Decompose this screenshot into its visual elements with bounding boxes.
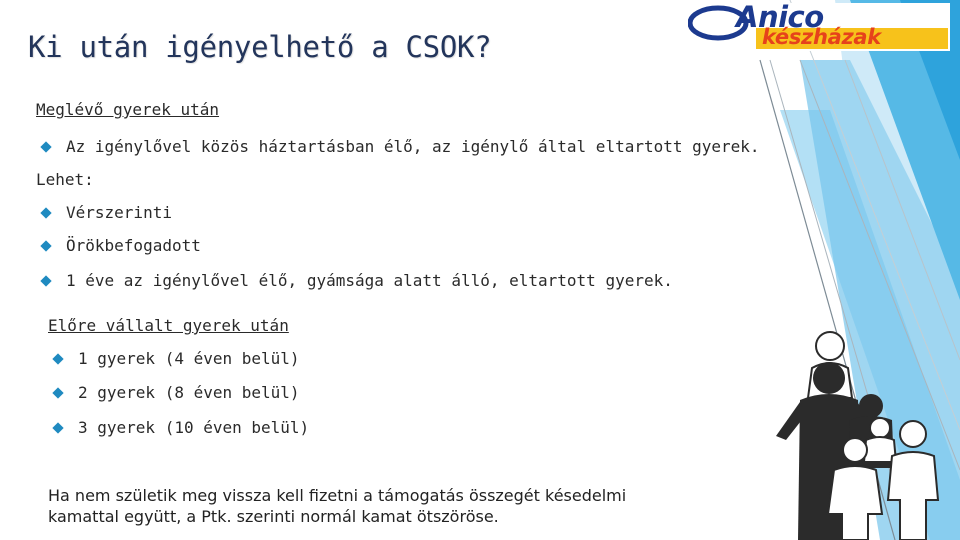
- bullet-text: Vérszerinti: [66, 203, 172, 222]
- bullet-text: Örökbefogadott: [66, 236, 201, 255]
- bullet-text: 1 gyerek (4 éven belül): [78, 349, 300, 368]
- note-line: Ha nem születik meg vissza kell fizetni a támogatás összegét késedelmi: [48, 486, 627, 505]
- bullet-text: 2 gyerek (8 éven belül): [78, 383, 300, 402]
- section-heading-planned-child: Előre vállalt gyerek után: [48, 316, 289, 335]
- section-heading-possible: Lehet:: [36, 170, 94, 189]
- logo-text: Anico: [736, 0, 824, 34]
- bullet-text: 3 gyerek (10 éven belül): [78, 418, 310, 437]
- repayment-note: [48, 485, 626, 527]
- page-title: Ki után igényelhető a CSOK?: [28, 30, 492, 64]
- logo-subtext: készházak: [762, 25, 881, 49]
- bullet-text: 1 éve az igénylővel élő, gyámsága alatt álló, eltartott gyerek.: [66, 271, 673, 290]
- section-heading-existing-child: Meglévő gyerek után: [36, 100, 220, 119]
- note-line: kamattal együtt, a Ptk. szerinti normál kamat ötszöröse.: [48, 507, 499, 526]
- bullet-text: Az igénylővel közös háztartásban élő, az igénylő által eltartott gyerek.: [66, 137, 760, 156]
